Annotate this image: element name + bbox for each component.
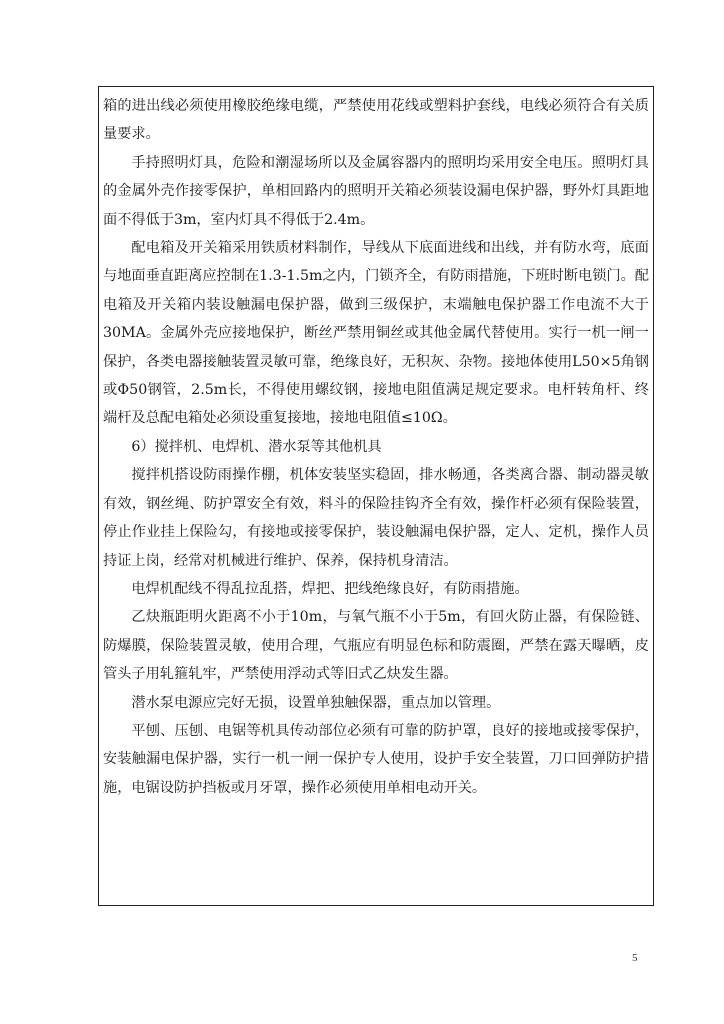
- paragraph-acetylene: 乙炔瓶距明火距离不小于10m，与氧气瓶不小于5m，有回火防止器，有保险链、防爆膜，保险装置灵敏，使用合理，气瓶应有明显色标和防震圈，严禁在露天曝晒，皮管头子用轧箍轧牢，严禁使用浮动式等旧式乙炔发生器。: [103, 609, 649, 683]
- paragraph-cable-requirements: 箱的进出线必须使用橡胶绝缘电缆，严禁使用花线或塑料护套线，电线必须符合有关质量要求。: [103, 98, 649, 143]
- document-body: [103, 92, 649, 802]
- paragraph-planer-saw: 平刨、压刨、电锯等机具传动部位必须有可靠的防护罩，良好的接地或接零保护，安装触漏电保护器，实行一机一闸一保护专人使用，设护手安全装置，刀口回弹防护措施，电锯设防护挡板或月牙罩，操作必须使用单相电动开关。: [103, 722, 649, 796]
- paragraph-mixer: 搅拌机搭设防雨操作棚，机体安装坚实稳固，排水畅通，各类离合器、制动器灵敏有效，钢丝绳、防护罩安全有效，料斗的保险挂钩齐全有效，操作杆必须有保险装置，停止作业挂上保险勾，有接地或接零保护，装设触漏电保护器，定人、定机，操作人员持证上岗，经常对机械进行维护、保养，保持机身清洁。: [103, 467, 649, 569]
- section-heading-machinery: 6）搅拌机、电焊机、潜水泵等其他机具: [131, 438, 382, 455]
- page-number: 5: [632, 952, 638, 964]
- paragraph-welder: 电焊机配线不得乱拉乱搭，焊把、把线绝缘良好，有防雨措施。: [131, 580, 529, 597]
- paragraph-distribution-box: 配电箱及开关箱采用铁质材料制作，导线从下底面进线和出线，并有防水弯，底面与地面垂直距离应控制在1.3-1.5m之内，门锁齐全，有防雨措施，下班时断电锁门。配电箱及开关箱内装设触漏电保护器，做到三级保护，末端触电保护器工作电流不大于30MA。金属外壳应接地保护，断丝严禁用铜丝或其他金属代替使用。实行一机一闸一保护，各类电器接触装置灵敏可靠，绝缘良好，无积灰、杂物。接地体使用L50×5角钢或Φ50钢管，2.5m长，不得使用螺纹钢，接地电阻值满足规定要求。电杆转角杆、终端杆及总配电箱处必须设重复接地，接地电阻值≤10Ω。: [103, 240, 649, 427]
- paragraph-submersible-pump: 潜水泵电源应完好无损，设置单独触保器，重点加以管理。: [131, 694, 501, 711]
- paragraph-hand-lighting: 手持照明灯具，危险和潮湿场所以及金属容器内的照明均采用安全电压。照明灯具的金属外壳作接零保护，单相回路内的照明开关箱必须装设漏电保护器，野外灯具距地面不得低于3m，室内灯具不得低于2.4m。: [103, 154, 649, 228]
